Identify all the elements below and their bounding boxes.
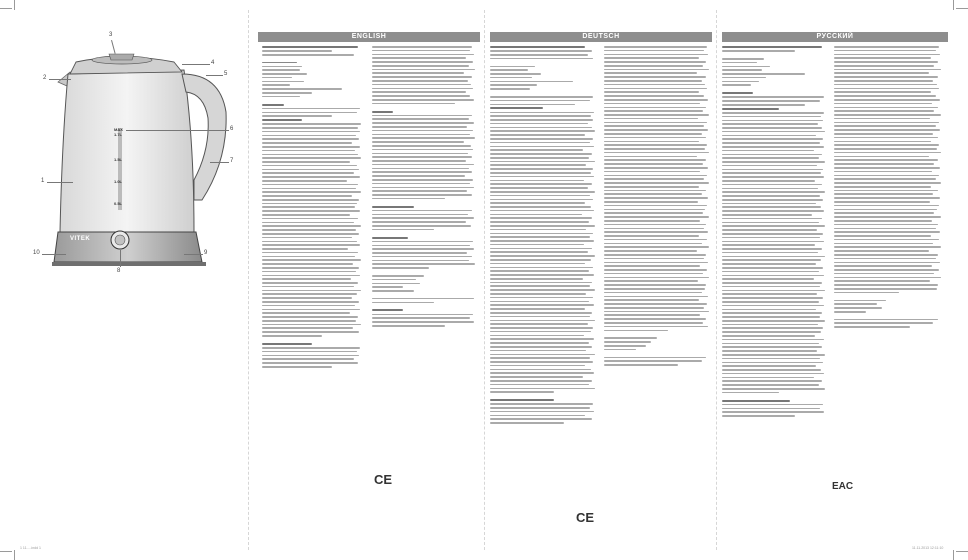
leader-line (120, 250, 121, 267)
scale-mark-max: MAX 1.7L (114, 127, 123, 137)
section-header-deutsch: DEUTSCH (490, 32, 712, 42)
leader-line (49, 79, 71, 80)
crop-mark (956, 8, 968, 9)
deutsch-column-left (490, 46, 596, 426)
callout-5: 5 (224, 71, 228, 77)
deutsch-column-right (604, 46, 710, 368)
leader-line (47, 182, 73, 183)
scale-mark-1-0: 1.0L (114, 179, 123, 184)
english-column-right (372, 46, 476, 329)
eac-mark-russian (832, 478, 858, 492)
russian-panel (716, 0, 954, 560)
print-slug-right: 11.11.2013 12:11:10 (912, 546, 944, 550)
leader-line (184, 254, 203, 255)
leader-line (42, 254, 66, 255)
kettle-illustration (14, 0, 248, 300)
scale-mark-0-5: 0.5L (114, 201, 123, 206)
illustration-panel (14, 0, 248, 560)
english-column-left (262, 46, 362, 370)
callout-7: 7 (230, 158, 234, 164)
deutsch-panel (484, 0, 716, 560)
ce-mark-english (374, 472, 394, 486)
leader-line (210, 162, 229, 163)
leader-line (182, 64, 210, 65)
section-header-russian: РУССКИЙ (722, 32, 948, 42)
svg-text:EAC: EAC (832, 481, 854, 492)
leader-line (126, 130, 229, 131)
english-panel (248, 0, 484, 560)
callout-9: 9 (204, 250, 208, 256)
callout-10: 10 (33, 250, 40, 256)
section-header-english: ENGLISH (258, 32, 480, 42)
svg-text:CE: CE (374, 472, 393, 486)
svg-text:CE: CE (576, 510, 595, 524)
callout-1: 1 (41, 178, 45, 184)
ce-mark-deutsch (576, 510, 596, 524)
crop-mark (0, 551, 12, 552)
print-slug-left: 1 11.....indd 1 (20, 546, 41, 550)
callout-4: 4 (211, 60, 215, 66)
callout-2: 2 (43, 75, 47, 81)
callout-3: 3 (109, 32, 113, 38)
russian-column-left (722, 46, 826, 419)
crop-mark (0, 8, 12, 9)
callout-8: 8 (117, 268, 121, 274)
scale-mark-1-5: 1.5L (114, 157, 123, 162)
callout-6: 6 (230, 126, 234, 132)
brand-logo: VITEK (70, 236, 91, 242)
leader-line (206, 75, 223, 76)
russian-column-right (834, 46, 942, 330)
crop-mark (956, 551, 968, 552)
